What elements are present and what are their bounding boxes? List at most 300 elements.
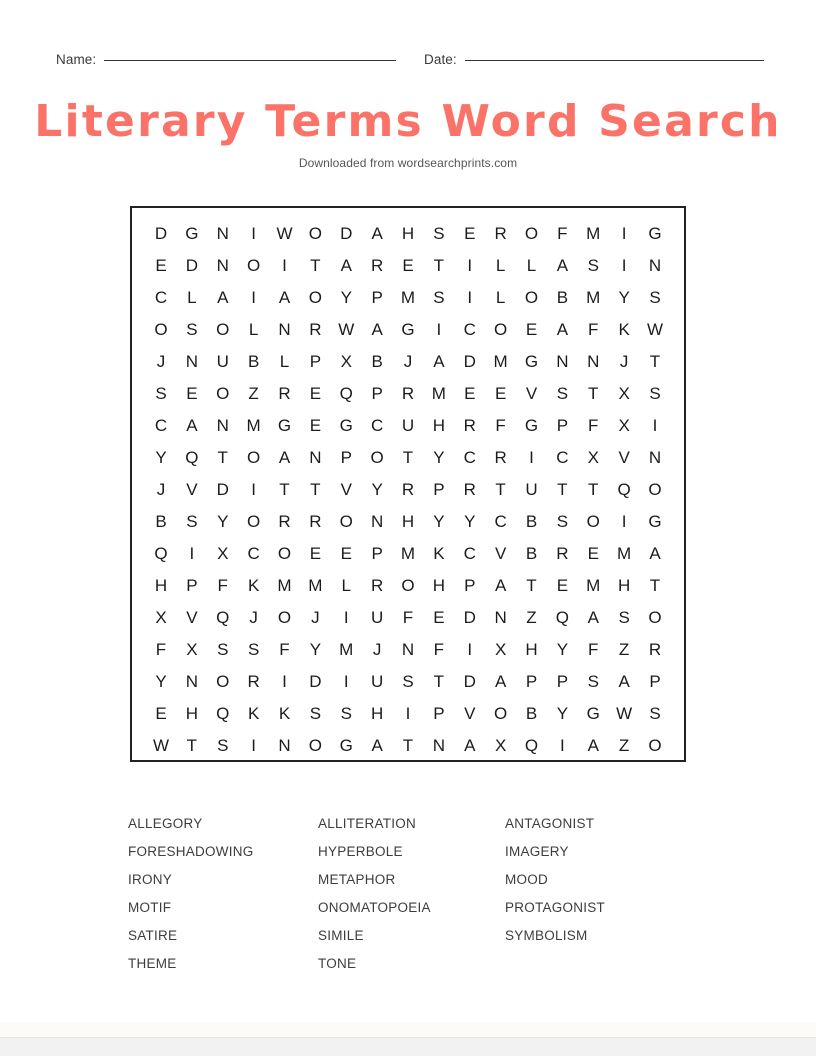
grid-cell[interactable]: N — [185, 672, 199, 691]
grid-cell[interactable]: D — [185, 256, 199, 275]
grid-cell[interactable]: O — [648, 608, 662, 627]
grid-cell[interactable]: P — [340, 448, 352, 467]
grid-cell[interactable]: O — [648, 480, 662, 499]
grid-cell[interactable]: F — [588, 320, 599, 339]
grid-cell[interactable]: M — [586, 576, 601, 595]
grid-cell[interactable]: W — [646, 320, 664, 339]
grid-cell[interactable]: S — [433, 224, 445, 243]
grid-cell[interactable]: Y — [371, 480, 383, 499]
grid-cell[interactable]: O — [277, 544, 292, 563]
grid-cell[interactable]: J — [156, 352, 166, 371]
grid-cell[interactable]: R — [309, 320, 322, 339]
grid-cell[interactable]: O — [494, 320, 508, 339]
grid-cell[interactable]: H — [617, 576, 631, 595]
grid-cell[interactable]: I — [652, 416, 658, 435]
grid-cell[interactable]: S — [556, 384, 569, 403]
grid-cell[interactable]: I — [405, 704, 411, 723]
grid-cell[interactable]: V — [186, 480, 198, 499]
grid-cell[interactable]: O — [524, 224, 539, 243]
grid-cell[interactable]: E — [494, 384, 507, 403]
grid-cell[interactable]: Y — [433, 448, 445, 467]
grid-cell[interactable]: C — [463, 448, 476, 467]
grid-cell[interactable]: Y — [217, 512, 229, 531]
grid-cell[interactable]: X — [155, 608, 167, 627]
grid-cell[interactable]: L — [248, 320, 259, 339]
grid-cell[interactable]: T — [310, 480, 321, 499]
grid-cell[interactable]: I — [282, 256, 287, 275]
grid-cell[interactable]: H — [154, 576, 168, 595]
grid-cell[interactable]: D — [340, 224, 353, 243]
grid-cell[interactable]: H — [401, 512, 415, 531]
grid-cell[interactable]: U — [401, 416, 415, 435]
grid-cell[interactable]: I — [560, 736, 565, 755]
grid-cell[interactable]: Z — [526, 608, 537, 627]
grid-cell[interactable]: T — [649, 576, 661, 595]
grid-cell[interactable]: S — [618, 608, 630, 627]
grid-cell[interactable]: R — [494, 224, 507, 243]
grid-cell[interactable]: N — [432, 736, 446, 755]
grid-cell[interactable]: S — [340, 704, 352, 723]
grid-cell[interactable]: K — [278, 704, 291, 723]
grid-cell[interactable]: M — [617, 544, 632, 563]
grid-cell[interactable]: G — [277, 416, 292, 435]
grid-cell[interactable]: Q — [216, 704, 230, 723]
grid-cell[interactable]: Q — [185, 448, 199, 467]
grid-cell[interactable]: B — [247, 352, 260, 371]
grid-cell[interactable]: M — [339, 640, 354, 659]
grid-cell[interactable]: Y — [309, 640, 322, 659]
grid-cell[interactable]: V — [525, 384, 538, 403]
grid-cell[interactable]: T — [310, 256, 321, 275]
grid-cell[interactable]: O — [308, 288, 322, 307]
grid-cell[interactable]: D — [216, 480, 229, 499]
grid-cell[interactable]: C — [154, 288, 168, 307]
grid-cell[interactable]: P — [309, 352, 322, 371]
grid-cell[interactable]: E — [340, 544, 352, 563]
grid-cell[interactable]: P — [464, 576, 476, 595]
grid-cell[interactable]: B — [525, 704, 538, 723]
grid-cell[interactable]: Z — [248, 384, 259, 403]
grid-cell[interactable]: F — [279, 640, 290, 659]
grid-cell[interactable]: I — [189, 544, 195, 563]
grid-cell[interactable]: T — [557, 480, 568, 499]
grid-cell[interactable]: U — [370, 608, 384, 627]
grid-cell[interactable]: S — [649, 384, 661, 403]
grid-cell[interactable]: B — [525, 512, 538, 531]
grid-cell[interactable]: A — [587, 736, 599, 755]
grid-cell[interactable]: N — [216, 256, 229, 275]
grid-cell[interactable]: R — [278, 384, 291, 403]
grid-cell[interactable]: N — [185, 352, 199, 371]
word-list-item[interactable]: TONE — [318, 956, 357, 971]
grid-cell[interactable]: F — [588, 640, 599, 659]
grid-cell[interactable]: W — [276, 224, 293, 243]
grid-cell[interactable]: F — [433, 640, 445, 659]
grid-cell[interactable]: N — [648, 256, 662, 275]
word-list-item[interactable]: ANTAGONIST — [505, 816, 595, 831]
grid-cell[interactable]: N — [587, 352, 600, 371]
grid-cell[interactable]: Y — [556, 704, 569, 723]
grid-cell[interactable]: V — [186, 608, 198, 627]
grid-cell[interactable]: R — [309, 512, 322, 531]
grid-cell[interactable]: I — [251, 480, 256, 499]
date-write-line[interactable] — [465, 60, 764, 61]
grid-cell[interactable]: O — [401, 576, 415, 595]
grid-cell[interactable]: A — [217, 288, 229, 307]
word-list-item[interactable]: ALLITERATION — [318, 816, 417, 831]
grid-cell[interactable]: B — [155, 512, 167, 531]
grid-cell[interactable]: X — [494, 640, 507, 659]
grid-cell[interactable]: J — [619, 352, 629, 371]
grid-cell[interactable]: T — [433, 672, 445, 691]
grid-cell[interactable]: Y — [556, 640, 569, 659]
word-list-item[interactable]: ALLEGORY — [128, 816, 203, 831]
grid-cell[interactable]: I — [621, 256, 627, 275]
grid-cell[interactable]: I — [529, 448, 534, 467]
grid-cell[interactable]: E — [525, 320, 538, 339]
grid-cell[interactable]: T — [279, 480, 290, 499]
grid-cell[interactable]: A — [494, 576, 507, 595]
grid-cell[interactable]: L — [187, 288, 197, 307]
grid-cell[interactable]: M — [400, 544, 416, 563]
grid-cell[interactable]: X — [618, 384, 630, 403]
grid-cell[interactable]: H — [185, 704, 199, 723]
grid-cell[interactable]: F — [402, 608, 414, 627]
grid-cell[interactable]: O — [247, 256, 261, 275]
grid-cell[interactable]: P — [525, 672, 538, 691]
grid-cell[interactable]: M — [246, 416, 261, 435]
grid-cell[interactable]: C — [247, 544, 260, 563]
grid-cell[interactable]: L — [495, 256, 506, 275]
grid-cell[interactable]: L — [341, 576, 351, 595]
grid-cell[interactable]: D — [463, 352, 476, 371]
grid-cell[interactable]: G — [401, 320, 415, 339]
grid-cell[interactable]: E — [155, 704, 167, 723]
grid-cell[interactable]: F — [588, 416, 599, 435]
grid-cell[interactable]: H — [370, 704, 384, 723]
word-list-item[interactable]: IRONY — [128, 872, 173, 887]
grid-cell[interactable]: D — [154, 224, 168, 243]
grid-cell[interactable]: I — [436, 320, 442, 339]
grid-cell[interactable]: P — [433, 704, 445, 723]
grid-cell[interactable]: M — [586, 224, 601, 243]
grid-cell[interactable]: T — [526, 576, 537, 595]
grid-cell[interactable]: O — [154, 320, 168, 339]
grid-cell[interactable]: J — [156, 480, 166, 499]
grid-cell[interactable]: G — [524, 352, 539, 371]
grid-cell[interactable]: W — [616, 704, 633, 723]
grid-cell[interactable]: O — [308, 224, 322, 243]
grid-cell[interactable]: N — [401, 640, 415, 659]
grid-cell[interactable]: Q — [617, 480, 631, 499]
grid-cell[interactable]: I — [621, 224, 627, 243]
grid-cell[interactable]: G — [524, 416, 539, 435]
grid-cell[interactable]: P — [371, 384, 383, 403]
grid-cell[interactable]: E — [309, 416, 322, 435]
grid-cell[interactable]: S — [309, 704, 322, 723]
grid-cell[interactable]: T — [433, 256, 445, 275]
grid-cell[interactable]: A — [618, 672, 630, 691]
grid-cell[interactable]: S — [186, 512, 198, 531]
word-list-item[interactable]: THEME — [128, 956, 177, 971]
grid-cell[interactable]: T — [402, 736, 414, 755]
grid-cell[interactable]: H — [525, 640, 538, 659]
grid-cell[interactable]: I — [251, 736, 256, 755]
grid-cell[interactable]: C — [154, 416, 168, 435]
grid-cell[interactable]: S — [556, 512, 569, 531]
grid-cell[interactable]: H — [401, 224, 415, 243]
grid-cell[interactable]: F — [495, 416, 506, 435]
grid-cell[interactable]: T — [495, 480, 506, 499]
grid-cell[interactable]: I — [467, 288, 473, 307]
grid-cell[interactable]: Q — [555, 608, 569, 627]
grid-cell[interactable]: B — [371, 352, 383, 371]
word-list-item[interactable]: SYMBOLISM — [505, 928, 588, 943]
grid-cell[interactable]: N — [370, 512, 384, 531]
grid-cell[interactable]: I — [467, 256, 473, 275]
grid-cell[interactable]: R — [463, 480, 476, 499]
grid-cell[interactable]: A — [556, 320, 569, 339]
grid-cell[interactable]: U — [216, 352, 229, 371]
grid-cell[interactable]: D — [309, 672, 322, 691]
grid-cell[interactable]: Y — [340, 288, 352, 307]
grid-cell[interactable]: C — [463, 320, 476, 339]
grid-cell[interactable]: R — [278, 512, 291, 531]
grid-cell[interactable]: T — [186, 736, 198, 755]
grid-cell[interactable]: X — [340, 352, 352, 371]
grid-cell[interactable]: E — [433, 608, 445, 627]
grid-cell[interactable]: P — [556, 672, 569, 691]
grid-cell[interactable]: P — [433, 480, 445, 499]
grid-cell[interactable]: U — [370, 672, 384, 691]
grid-cell[interactable]: E — [155, 256, 167, 275]
grid-cell[interactable]: W — [338, 320, 355, 339]
grid-cell[interactable]: L — [495, 288, 506, 307]
grid-cell[interactable]: A — [494, 672, 507, 691]
grid-cell[interactable]: R — [247, 672, 260, 691]
grid-cell[interactable]: Y — [433, 512, 445, 531]
grid-cell[interactable]: H — [432, 416, 446, 435]
grid-cell[interactable]: G — [185, 224, 199, 243]
grid-cell[interactable]: S — [433, 288, 445, 307]
grid-cell[interactable]: S — [186, 320, 198, 339]
grid-cell[interactable]: X — [186, 640, 198, 659]
grid-cell[interactable]: P — [556, 416, 569, 435]
grid-cell[interactable]: O — [247, 448, 261, 467]
grid-cell[interactable]: Z — [618, 640, 630, 659]
grid-cell[interactable]: P — [649, 672, 661, 691]
grid-cell[interactable]: V — [618, 448, 630, 467]
grid-cell[interactable]: M — [400, 288, 416, 307]
grid-cell[interactable]: R — [370, 576, 384, 595]
grid-cell[interactable]: F — [557, 224, 568, 243]
grid-cell[interactable]: N — [556, 352, 569, 371]
grid-cell[interactable]: R — [556, 544, 569, 563]
grid-cell[interactable]: R — [648, 640, 662, 659]
grid-cell[interactable]: Q — [524, 736, 539, 755]
word-list-item[interactable]: FORESHADOWING — [128, 844, 254, 859]
grid-cell[interactable]: Q — [216, 608, 230, 627]
grid-cell[interactable]: O — [648, 736, 662, 755]
grid-cell[interactable]: Q — [339, 384, 353, 403]
grid-cell[interactable]: I — [343, 672, 349, 691]
grid-cell[interactable]: A — [186, 416, 198, 435]
grid-cell[interactable]: S — [587, 256, 599, 275]
grid-cell[interactable]: J — [311, 608, 320, 627]
grid-cell[interactable]: N — [494, 608, 507, 627]
grid-cell[interactable]: M — [586, 288, 601, 307]
grid-cell[interactable]: R — [401, 480, 415, 499]
grid-cell[interactable]: K — [247, 576, 260, 595]
grid-cell[interactable]: A — [371, 320, 383, 339]
grid-cell[interactable]: T — [588, 480, 599, 499]
word-list-item[interactable]: PROTAGONIST — [505, 900, 606, 915]
grid-cell[interactable]: C — [494, 512, 507, 531]
grid-cell[interactable]: U — [525, 480, 538, 499]
grid-cell[interactable]: G — [648, 224, 662, 243]
grid-cell[interactable]: A — [371, 224, 383, 243]
word-list-item[interactable]: MOOD — [505, 872, 548, 887]
word-list-item[interactable]: IMAGERY — [505, 844, 569, 859]
grid-cell[interactable]: A — [587, 608, 599, 627]
grid-cell[interactable]: E — [402, 256, 414, 275]
grid-cell[interactable]: X — [618, 416, 630, 435]
grid-cell[interactable]: S — [649, 704, 661, 723]
grid-cell[interactable]: S — [217, 640, 229, 659]
grid-cell[interactable]: I — [467, 640, 473, 659]
grid-cell[interactable]: E — [464, 384, 476, 403]
grid-cell[interactable]: O — [216, 384, 230, 403]
word-list-item[interactable]: ONOMATOPOEIA — [318, 900, 431, 915]
grid-cell[interactable]: K — [433, 544, 445, 563]
grid-cell[interactable]: G — [648, 512, 662, 531]
grid-cell[interactable]: O — [370, 448, 384, 467]
grid-cell[interactable]: A — [371, 736, 383, 755]
grid-cell[interactable]: G — [586, 704, 600, 723]
grid-cell[interactable]: C — [556, 448, 569, 467]
grid-cell[interactable]: O — [586, 512, 600, 531]
grid-cell[interactable]: Y — [155, 672, 167, 691]
grid-cell[interactable]: O — [524, 288, 539, 307]
grid-cell[interactable]: A — [556, 256, 569, 275]
grid-cell[interactable]: O — [308, 736, 322, 755]
grid-cell[interactable]: S — [155, 384, 167, 403]
grid-cell[interactable]: N — [648, 448, 662, 467]
grid-cell[interactable]: E — [309, 544, 322, 563]
grid-cell[interactable]: V — [340, 480, 352, 499]
grid-cell[interactable]: H — [432, 576, 446, 595]
grid-cell[interactable]: C — [370, 416, 384, 435]
grid-cell[interactable]: G — [339, 736, 353, 755]
grid-cell[interactable]: K — [247, 704, 260, 723]
grid-cell[interactable]: O — [247, 512, 261, 531]
grid-cell[interactable]: N — [216, 416, 229, 435]
grid-cell[interactable]: J — [403, 352, 413, 371]
grid-cell[interactable]: X — [587, 448, 599, 467]
grid-cell[interactable]: M — [493, 352, 508, 371]
grid-cell[interactable]: I — [251, 288, 256, 307]
grid-cell[interactable]: E — [309, 384, 322, 403]
grid-cell[interactable]: L — [279, 352, 290, 371]
grid-cell[interactable]: W — [152, 736, 170, 755]
grid-cell[interactable]: V — [494, 544, 507, 563]
grid-cell[interactable]: A — [464, 736, 476, 755]
grid-cell[interactable]: A — [278, 448, 291, 467]
word-list-item[interactable]: METAPHOR — [318, 872, 396, 887]
grid-cell[interactable]: X — [217, 544, 229, 563]
grid-cell[interactable]: D — [463, 608, 476, 627]
grid-cell[interactable]: Y — [464, 512, 476, 531]
grid-cell[interactable]: Z — [618, 736, 630, 755]
grid-cell[interactable]: S — [247, 640, 260, 659]
grid-cell[interactable]: N — [216, 224, 229, 243]
grid-cell[interactable]: Q — [154, 544, 168, 563]
word-list-item[interactable]: HYPERBOLE — [318, 844, 403, 859]
grid-cell[interactable]: K — [618, 320, 630, 339]
grid-cell[interactable]: A — [340, 256, 352, 275]
grid-cell[interactable]: A — [649, 544, 661, 563]
grid-cell[interactable]: N — [278, 736, 291, 755]
grid-cell[interactable]: O — [277, 608, 292, 627]
grid-cell[interactable]: B — [525, 544, 538, 563]
grid-cell[interactable]: R — [494, 448, 507, 467]
grid-cell[interactable]: B — [556, 288, 569, 307]
grid-cell[interactable]: M — [277, 576, 292, 595]
grid-cell[interactable]: O — [216, 672, 230, 691]
grid-cell[interactable]: I — [251, 224, 256, 243]
grid-cell[interactable]: V — [464, 704, 476, 723]
grid-cell[interactable]: I — [343, 608, 349, 627]
name-write-line[interactable] — [104, 60, 396, 61]
grid-cell[interactable]: F — [217, 576, 228, 595]
word-list-item[interactable]: MOTIF — [128, 900, 172, 915]
grid-cell[interactable]: I — [282, 672, 287, 691]
grid-cell[interactable]: T — [217, 448, 228, 467]
grid-cell[interactable]: E — [186, 384, 198, 403]
grid-cell[interactable]: Y — [618, 288, 630, 307]
word-list-item[interactable]: SIMILE — [318, 928, 364, 943]
grid-cell[interactable]: P — [371, 544, 383, 563]
grid-cell[interactable]: G — [339, 416, 353, 435]
grid-cell[interactable]: A — [278, 288, 291, 307]
grid-cell[interactable]: O — [494, 704, 508, 723]
grid-cell[interactable]: R — [370, 256, 384, 275]
grid-cell[interactable]: F — [155, 640, 167, 659]
grid-cell[interactable]: E — [556, 576, 569, 595]
grid-cell[interactable]: M — [431, 384, 446, 403]
grid-cell[interactable]: T — [588, 384, 599, 403]
grid-cell[interactable]: S — [402, 672, 414, 691]
grid-cell[interactable]: O — [339, 512, 353, 531]
grid-cell[interactable]: P — [186, 576, 198, 595]
grid-cell[interactable]: R — [463, 416, 476, 435]
grid-cell[interactable]: T — [402, 448, 414, 467]
grid-cell[interactable]: O — [216, 320, 230, 339]
grid-cell[interactable]: Y — [155, 448, 167, 467]
grid-cell[interactable]: C — [463, 544, 476, 563]
grid-cell[interactable]: P — [371, 288, 383, 307]
grid-cell[interactable]: M — [308, 576, 323, 595]
grid-cell[interactable]: T — [649, 352, 661, 371]
grid-cell[interactable]: S — [587, 672, 599, 691]
word-list-item[interactable]: SATIRE — [128, 928, 178, 943]
grid-cell[interactable]: X — [494, 736, 507, 755]
grid-cell[interactable]: I — [621, 512, 627, 531]
grid-cell[interactable]: L — [526, 256, 537, 275]
grid-cell[interactable]: S — [649, 288, 661, 307]
grid-cell[interactable]: N — [278, 320, 291, 339]
grid-cell[interactable]: A — [433, 352, 445, 371]
